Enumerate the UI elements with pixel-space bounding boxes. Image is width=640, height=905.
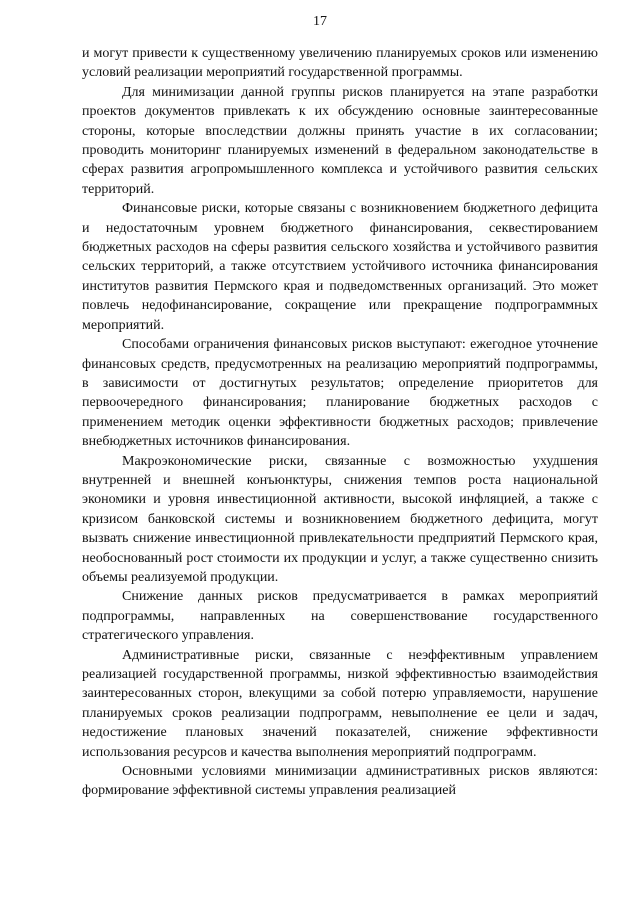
paragraph-administrative-risks: Административные риски, связанные с неэффективным управлением реализацией государственной программы, низкой эффективностью взаимодействия заинтересованных сторон, влекущими за собой потерю управляемости, нарушение планируемых сроков реализации подпрограмм, невыполнение ее цели и задач, недостижение плановых значений показателей, снижение эффективности использования ресурсов и качества выполнения мероприятий подпрограмм.	[82, 647, 598, 760]
paragraph-continuation: и могут привести к существенному увеличению планируемых сроков или изменению условий реализации мероприятий государственной программы.	[82, 46, 598, 81]
paragraph-financial-risks: Финансовые риски, которые связаны с возникновением бюджетного дефицита и недостаточным уровнем бюджетного финансирования, секвестированием бюджетных расходов на сферы развития сельского хозяйства и устойчивого развития сельских территорий, а также отсутствием устойчивого источника финансирования институтов развития Пермского края и подведомственных организаций. Это может повлечь недофинансирование, сокращение или прекращение подпрограммных мероприятий.	[82, 201, 598, 333]
page-number: 17	[313, 14, 327, 29]
document-body	[82, 44, 598, 801]
paragraph-macroeconomic-risks: Макроэкономические риски, связанные с возможностью ухудшения внутренней и внешней конъюнктуры, снижения темпов роста национальной экономики и уровня инвестиционной активности, высокой инфляцией, а также с кризисом банковской системы и возникновением бюджетного дефицита, могут вызвать снижение инвестиционной привлекательности предприятий Пермского края, необоснованный рост стоимости их продукции и услуг, а также существенно снизить объемы реализуемой продукции.	[82, 453, 598, 585]
paragraph-legal-risk-mitigation: Для минимизации данной группы рисков планируется на этапе разработки проектов документов привлекать к их обсуждению основные заинтересованные стороны, которые впоследствии должны принять участие в их согласовании; проводить мониторинг планируемых изменений в федеральном законодательстве в сферах развития агропромышленного комплекса и устойчивого развития сельских территорий.	[82, 84, 598, 197]
paragraph-financial-risk-mitigation: Способами ограничения финансовых рисков выступают: ежегодное уточнение финансовых средств, предусмотренных на реализацию мероприятий подпрограммы, в зависимости от достигнутых результатов; определение приоритетов для первоочередного финансирования; планирование бюджетных расходов с применением методик оценки эффективности бюджетных расходов; привлечение внебюджетных источников финансирования.	[82, 337, 598, 450]
paragraph-administrative-risk-mitigation: Основными условиями минимизации административных рисков являются: формирование эффективной системы управления реализацией	[82, 764, 598, 799]
paragraph-macroeconomic-risk-mitigation: Снижение данных рисков предусматривается в рамках мероприятий подпрограммы, направленных на совершенствование государственного стратегического управления.	[82, 589, 598, 644]
